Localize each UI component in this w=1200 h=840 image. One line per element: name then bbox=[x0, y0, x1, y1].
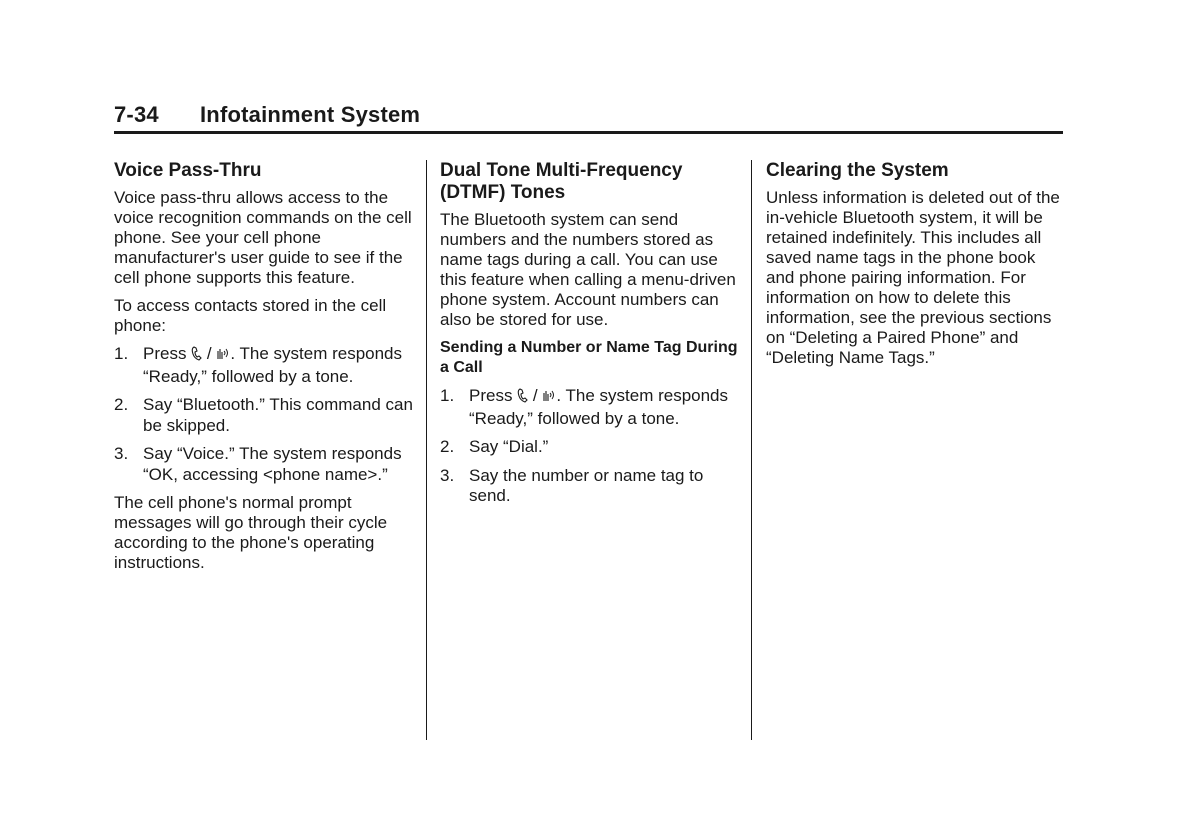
column-dtmf-tones bbox=[440, 160, 740, 515]
page-header bbox=[114, 101, 1063, 134]
paragraph: The Bluetooth system can send numbers and the numbers stored as name tags during a call. You can use this feature when calling a menu-driven phone system. Account numbers can also be stored for use. bbox=[440, 210, 736, 329]
phone-icon bbox=[517, 388, 528, 409]
step-number: 3. bbox=[114, 444, 129, 463]
step-number: 2. bbox=[114, 395, 129, 414]
paragraph: Voice pass-thru allows access to the voice recognition commands on the cell phone. See your cell phone manufacturer's user guide to see if the cell phone supports this feature. bbox=[114, 188, 412, 287]
list-item: 1. Press / . The system responds “Ready,” followed by a tone. bbox=[114, 344, 403, 386]
voice-recognition-icon bbox=[542, 388, 556, 409]
paragraph: To access contacts stored in the cell phone: bbox=[114, 296, 387, 335]
heading-clearing-system: Clearing the System bbox=[766, 160, 949, 181]
column-voice-pass-thru bbox=[114, 160, 416, 581]
step-number: 3. bbox=[440, 465, 455, 485]
heading-voice-pass-thru: Voice Pass-Thru bbox=[114, 160, 262, 181]
subheading-sending-number: Sending a Number or Name Tag During a Call bbox=[440, 339, 738, 376]
phone-icon bbox=[191, 346, 202, 367]
column-clearing-system bbox=[766, 160, 1066, 376]
column-divider bbox=[751, 160, 752, 740]
steps-list bbox=[440, 386, 740, 507]
page-number: 7-34 bbox=[114, 102, 159, 127]
list-item: 3. Say the number or name tag to send. bbox=[440, 465, 704, 505]
list-item: 2. Say “Bluetooth.” This command can be skipped. bbox=[114, 395, 413, 435]
voice-recognition-icon bbox=[216, 346, 230, 367]
step-number: 1. bbox=[440, 386, 455, 405]
paragraph: Unless information is deleted out of the in-vehicle Bluetooth system, it will be retained indefinitely. This includes all saved name tags in the phone book and phone pairing information. For information on how to delete this information, see the previous sections on “Deleting a Paired Phone” and “Deleting Name Tags.” bbox=[766, 188, 1060, 367]
section-title: Infotainment System bbox=[200, 102, 421, 127]
list-item: 1. Press / . The system responds “Ready,” followed by a tone. bbox=[440, 386, 729, 428]
list-item: 2. Say “Dial.” bbox=[440, 437, 549, 456]
step-number: 2. bbox=[440, 437, 455, 456]
column-divider bbox=[426, 160, 427, 740]
step-number: 1. bbox=[114, 344, 129, 363]
list-item: 3. Say “Voice.” The system responds “OK, accessing <phone name>.” bbox=[114, 444, 402, 484]
heading-dtmf-tones: Dual Tone Multi-Frequency (DTMF) Tones bbox=[440, 160, 683, 203]
steps-list bbox=[114, 344, 416, 485]
paragraph: The cell phone's normal prompt messages will go through their cycle according to the phone's operating instructions. bbox=[114, 493, 388, 572]
